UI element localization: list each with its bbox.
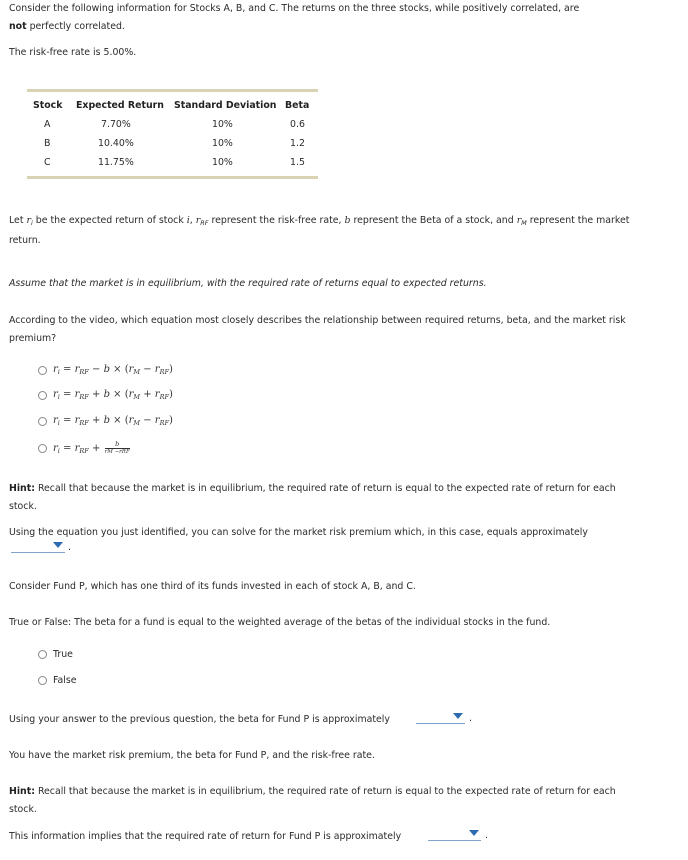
table-cell: 10.40% [98,138,134,149]
beta-period: . [469,713,472,724]
table-cell: 0.6 [290,119,305,130]
hint-2: Hint: Recall that because the market is in equilibrium, the required rate of return is equal to the expected rate of return for each stock. [9,786,616,815]
intro-line-1: Consider the following information for Stocks A, B, and C. The returns on the three stocks, while positively correlated, are [9,3,580,14]
table-bottom-rule [27,176,318,179]
header-stock: Stock [33,100,63,111]
equation-option-1[interactable]: $r_i = r_{RF} - b \times (r_M - r_{RF})$ [38,362,173,378]
table-cell: 10% [212,119,233,130]
summary-text: You have the market risk premium, the beta for Fund P, and the risk-free rate. [9,750,375,761]
true-false-question: True or False: The beta for a fund is equal to the weighted average of the betas of the individual stocks in the fund. [9,617,551,628]
header-expected-return: Expected Return [76,100,164,111]
hint-1: Hint: Recall that because the market is in equilibrium, the required rate of return is equal to the expected rate of return for each stock. [9,483,616,512]
dropdown-caret-icon [53,542,63,548]
radio-circle-icon[interactable] [38,650,47,659]
mrp-period: . [68,542,71,553]
header-beta: Beta [285,100,310,111]
table-cell: 7.70% [101,119,131,130]
dropdown-caret-icon [453,713,463,719]
table-cell: 10% [212,138,233,149]
fund-required-return-question: This information implies that the required rate of return for Fund P is approximately [9,831,402,842]
dropdown-caret-icon [469,830,479,836]
fund-description: Consider Fund P, which has one third of its funds invested in each of stock A, B, and C. [9,581,416,592]
radio-circle-icon[interactable] [38,391,47,400]
true-option[interactable]: True [38,646,73,662]
market-risk-premium-question: Using the equation you just identified, you can solve for the market risk premium which, in this case, equals approximately [9,527,588,538]
table-cell: 11.75% [98,157,134,168]
intro-line-2: not perfectly correlated. [9,21,125,32]
table-cell: 1.2 [290,138,305,149]
final-period: . [485,830,488,841]
radio-circle-icon[interactable] [38,676,47,685]
table-cell: C [44,157,51,168]
equation-option-2[interactable]: $r_i = r_{RF} + b \times (r_M + r_{RF})$ [38,387,173,403]
table-top-rule [27,89,318,92]
table-cell: A [44,119,51,130]
fraction: $\frac{b}{\text{rM −rRF}}$ [104,439,130,455]
false-option[interactable]: False [38,672,77,688]
definitions-paragraph: Let $r_i$ be the expected return of stock i, $r_{RF}$ represent the risk-free rate, b represent the Beta of a stock, and $r_M$ represent the market return. [9,215,630,246]
equation-question: According to the video, which equation most closely describes the relationship between required returns, beta, and the market risk premium? [9,315,626,344]
table-cell: B [44,138,51,149]
radio-circle-icon[interactable] [38,444,47,453]
not-emphasis: not [9,21,27,32]
table-cell: 10% [212,157,233,168]
fund-required-return-dropdown[interactable] [428,828,481,841]
equation-option-4[interactable]: $r_i = r_{RF}$ + $\frac{b}{\text{rM −rRF}}$ [38,440,130,456]
risk-free-statement: The risk-free rate is 5.00%. [9,47,137,58]
equation-option-3[interactable]: $r_i = r_{RF} + b \times (r_M - r_{RF})$ [38,413,173,429]
radio-circle-icon[interactable] [38,366,47,375]
fund-beta-dropdown[interactable] [416,711,465,724]
table-cell: 1.5 [290,157,305,168]
radio-circle-icon[interactable] [38,417,47,426]
market-risk-premium-dropdown[interactable] [11,540,65,553]
intro-paragraph [9,0,677,36]
header-standard-deviation: Standard Deviation [174,100,277,111]
fund-beta-question: Using your answer to the previous question, the beta for Fund P is approximately [9,714,390,725]
assumption-text: Assume that the market is in equilibrium, with the required rate of returns equal to expected returns. [9,278,487,289]
